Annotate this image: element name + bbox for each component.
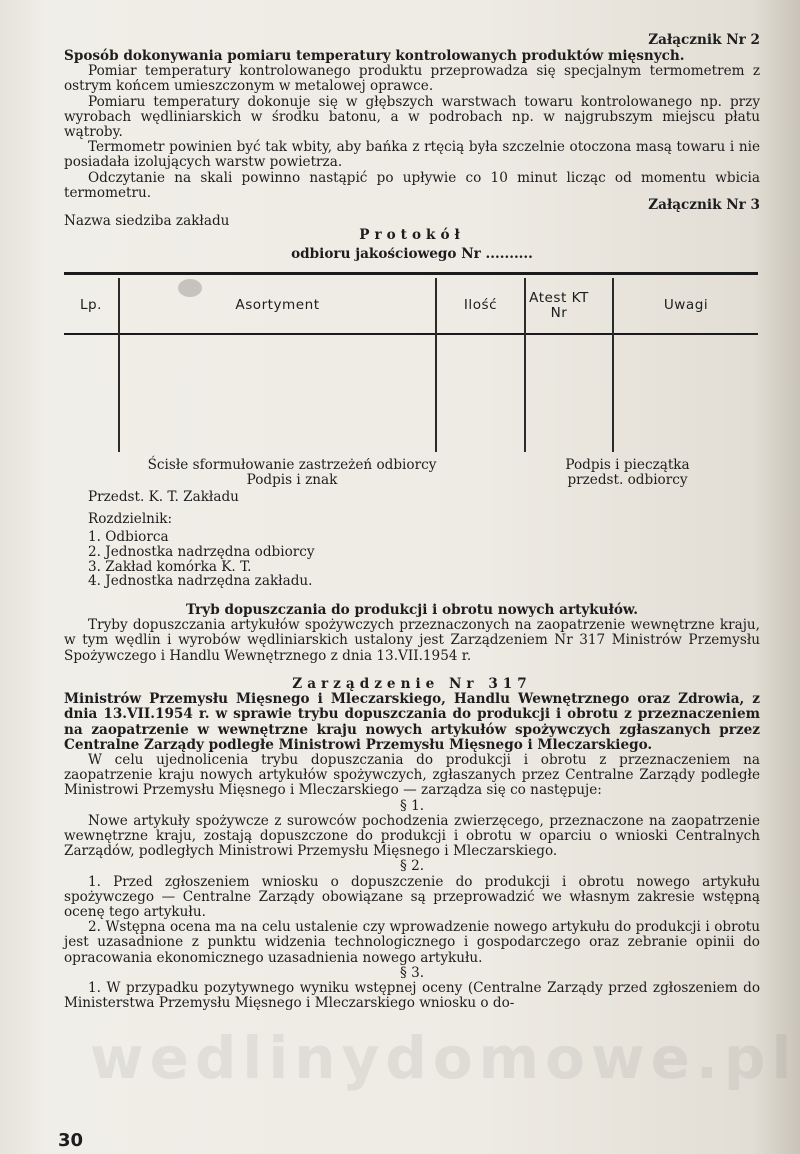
ordinance-title: Zarządzenie Nr 317 (292, 676, 532, 692)
measurement-paragraph: Odczytanie na skali powinno nastąpić po upływie co 10 minut licząc od momentu wbicia termometru. (64, 169, 760, 201)
column-header-lp: Lp. (79, 297, 103, 313)
section-2-paragraph-2: 2. Wstępna ocena ma na celu ustalenie czy wprowadzenie nowego artykułu do produkcji i obrotu jest uzasadnione z punktu widzenia technologicznego i gospodarczego oraz zebranie opinii do opracowania ekonomicznego uzasadnienia nowego artykułu. (64, 919, 760, 966)
ordinance-subtitle: Ministrów Przemysłu Mięsnego i Mleczarskiego, Handlu Wewnętrznego oraz Zdrowia, z dnia 13.VII.1954 r. w sprawie trybu dopuszczania do produkcji i obrotu z przeznaczeniem na zaopatrzenie w wewnętrzne kraju nowych artykułów spożywczych zgłaszanych przez Centralne Zarządy podległe Ministrowi Przemysłu Mięsnego i Mleczarskiego. (64, 691, 760, 753)
column-header-quantity: Ilość (463, 297, 498, 313)
protocol-subtitle: odbioru jakościowego Nr .......... (291, 246, 533, 262)
column-header-certificate: Atest KT Nr (529, 289, 589, 321)
admission-text: Tryby dopuszczania artykułów spożywczych przeznaczonych na zaopatrzenie wewnętrzne kraju, w tym wędlin i wyrobów wędliniarskich ustalony jest Zarządzeniem Nr 317 Ministrów Przemysłu Spożywczego i Handlu Wewnętrznego z dnia 13.VII.1954 r. (64, 617, 760, 664)
signature-left-block (112, 458, 472, 488)
measurement-paragraph: Pomiaru temperatury dokonuje się w głębszych warstwach towaru kontrolowanego np. przy wyrobach wędliniarskich w środku batonu, a w podrobach np. w najgrubszym miejscu płatu wątroby. (64, 93, 760, 141)
section-2-paragraph-1: 1. Przed zgłoszeniem wniosku o dopuszczenie do produkcji i obrotu nowego artykułu spożywczego — Centralne Zarządy obowiązane są przeprowadzić we własnym zakresie wstępną ocenę tego artykułu. (64, 873, 760, 921)
distribution-label: Rozdzielnik: (88, 511, 173, 527)
section-1-text: Nowe artykuły spożywcze z surowców pochodzenia zwierzęcego, przeznaczone na zaopatrzenie wewnętrzne kraju, zostają dopuszczone do produkcji i obrotu w oparciu o wnioski Centralnych Zarządów, podległych Ministrowi Przemysłu Mięsnego i Mleczarskiego. (64, 812, 760, 860)
reservations-label: Ścisłe sformułowanie zastrzeżeń odbiorcy (147, 457, 437, 473)
admission-section (64, 603, 760, 664)
watermark: wedlinydomowe.pl (90, 1024, 798, 1092)
table-top-rule (64, 272, 758, 275)
distribution-list (88, 530, 488, 589)
plant-name-label: Nazwa siedziba zakładu (64, 213, 230, 229)
column-header-remarks: Uwagi (663, 297, 709, 313)
measurement-title: Sposób dokonywania pomiaru temperatury kontrolowanych produktów mięsnych. (64, 48, 685, 64)
qc-representative-label: Przedst. K. T. Zakładu (88, 489, 239, 505)
signature-mark-label: Podpis i znak (246, 472, 338, 489)
measurement-section (64, 49, 760, 201)
protocol-table (64, 272, 758, 452)
column-header-assortment: Asortyment (235, 297, 320, 313)
section-1-heading: § 1. (399, 797, 425, 814)
measurement-paragraph: Pomiar temperatury kontrolowanego produktu przeprowadza się specjalnym termometrem z ostrym końcem umieszczonym w metalowej oprawce. (64, 63, 760, 95)
list-item: 1. Odbiorca (88, 529, 169, 545)
admission-title: Tryb dopuszczania do produkcji i obrotu nowych artykułów. (186, 602, 638, 618)
list-item: 2. Jednostka nadrzędna odbiorcy (88, 543, 315, 560)
annex-3-label: Załącznik Nr 3 (648, 197, 760, 213)
list-item: 4. Jednostka nadrzędna zakładu. (88, 573, 313, 590)
section-3-text: 1. W przypadku pozytywnego wyniku wstępnej oceny (Centralne Zarządy przed zgłoszeniem do Ministerstwa Przemysłu Mięsnego i Mleczarskiego wniosku o do- (64, 980, 760, 1012)
annex-2-label: Załącznik Nr 2 (648, 32, 760, 48)
section-2-heading: § 2. (399, 858, 425, 875)
list-item: 3. Zakład komórka K. T. (88, 558, 252, 575)
measurement-paragraph: Termometr powinien być tak wbity, aby bańka z rtęcią była szczelnie otoczona masą towaru i nie posiadała izolujących warstw powietrza. (64, 139, 760, 171)
recipient-rep-label: przedst. odbiorcy (567, 472, 688, 489)
page-number: 30 (58, 1130, 84, 1151)
protocol-title: Protokół (359, 227, 465, 243)
ordinance-section (64, 677, 760, 1011)
signature-right-block (545, 458, 710, 488)
section-3-heading: § 3. (399, 964, 425, 981)
ordinance-preamble: W celu ujednolicenia trybu dopuszczania do produkcji i obrotu z przeznaczeniem na zaopatrzenie kraju nowych artykułów spożywczych, zgłaszanych przez Centralne Zarządy podległe Ministrowi Przemysłu Mięsnego i Mleczarskiego — zarządza się co następuje: (64, 752, 760, 799)
table-header-rule (64, 333, 758, 335)
signature-stamp-label: Podpis i pieczątka (565, 457, 690, 473)
